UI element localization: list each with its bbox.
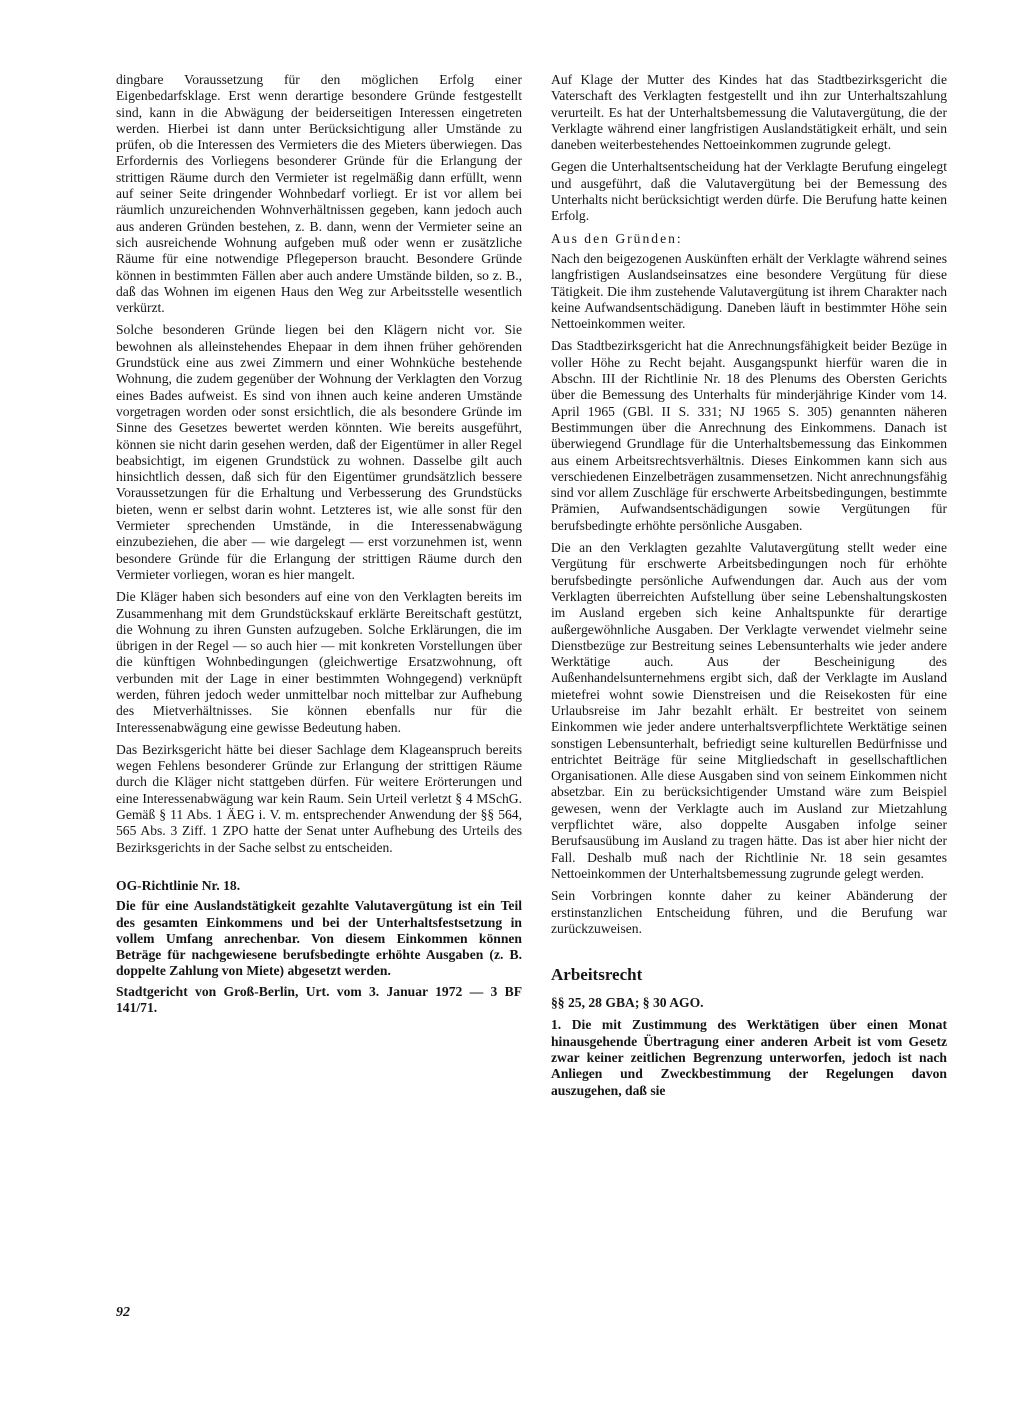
- section-summary: 1. Die mit Zustimmung des Werktätigen über einen Monat hinausgehende Übertragung einer anderen Arbeit ist vom Gesetz zwar keiner zeitlichen Begrenzung unterworfen, jedoch ist nach Anliegen und Zweckbestimmung der Regelungen davon auszugehen, daß sie: [551, 1017, 947, 1098]
- right-paragraph-1: Auf Klage der Mutter des Kindes hat das Stadtbezirksgericht die Vaterschaft des Verklagten festgestellt und ihn zur Unterhaltszahlung verurteilt. Es hat der Unterhaltsbemessung die Valutavergütung, die der Verklagte während einer langfristigen Auslandstätigkeit erhält, und sein daneben weiterbestehendes Nettoeinkommen zugrunde gelegt.: [551, 72, 947, 153]
- left-paragraph-3: Die Kläger haben sich besonders auf eine von den Verklagten bereits im Zusammenhang mit dem Grundstückskauf erklärte Bereitschaft gestützt, die Wohnung zu ihren Gunsten aufzugeben. Solche Erklärungen, die im übrigen in der Regel — so auch hier — mit konkreten Vorstellungen über die künftigen Wohnbedingungen (gleichwertige Ersatzwohnung, oft verbunden mit der Lage in einer bestimmten Wohngegend) verknüpft werden, führen jedoch weder unmittelbar noch mittelbar zur Aufhebung des Mietverhältnisses. Sie können ebenfalls nur für die Interessenabwägung eine gewisse Bedeutung haben.: [116, 589, 522, 735]
- grounds-paragraph-2: Das Stadtbezirksgericht hat die Anrechnungsfähigkeit beider Bezüge in voller Höhe zu Recht bejaht. Ausgangspunkt hierfür waren die in Abschn. III der Richtlinie Nr. 18 des Plenums des Obersten Gerichts über die Bemessung des Unterhalts für minderjährige Kinder vom 14. April 1965 (GBl. II S. 331; NJ 1965 S. 305) genannten näheren Bestimmungen über die Anrechnung des Einkommens. Danach ist überwiegend Grundlage für die Unterhaltsbemessung das Einkommen aus einem Arbeitsrechtsverhältnis. Dieses Einkommen kann sich aus verschiedenen Einzelbeträgen zusammensetzen. Nicht anrechnungsfähig sind vor allem Zuschläge für erschwerte Arbeitsbedingungen, bestimmte Prämien, Aufwandsentschädigungen sowie Vergütungen für berufsbedingte erhöhte persönliche Ausgaben.: [551, 338, 947, 533]
- grounds-paragraph-4: Sein Vorbringen konnte daher zu keiner Abänderung der erstinstanzlichen Entscheidung führen, und die Berufung war zurückzuweisen.: [551, 888, 947, 936]
- ruling-block: [116, 878, 522, 1016]
- grounds-paragraph-1: Nach den beigezogenen Auskünften erhält der Verklagte während seines langfristigen Auslandseinsatzes eine besondere Vergütung für diese Tätigkeit. Die ihm zustehende Valutavergütung ist ihrem Charakter nach keine Aufwandsentschädigung. Daneben läuft in bestimmter Höhe sein Nettoeinkommen weiter.: [551, 250, 947, 332]
- section-heading: Arbeitsrecht: [551, 965, 643, 985]
- page-number: 92: [116, 1305, 130, 1320]
- ruling-title: OG-Richtlinie Nr. 18.: [116, 877, 241, 893]
- left-column: [116, 72, 522, 1020]
- ruling-summary: Die für eine Auslandstätigkeit gezahlte Valutavergütung ist ein Teil des gesamten Einkommens und bei der Unterhaltsfestsetzung in vollem Umfang anrechenbar. Von diesem Einkommen können Beträge für nachgewiesene berufsbedingte erhöhte Ausgaben (z. B. doppelte Zahlung von Miete) abgesetzt werden.: [116, 898, 522, 979]
- grounds-heading: Aus den Gründen:: [551, 230, 683, 246]
- left-paragraph-2: Solche besonderen Gründe liegen bei den Klägern nicht vor. Sie bewohnen als alleinstehendes Ehepaar in dem ihnen früher gehörenden Grundstück eine aus zwei Zimmern und einer Wohnküche bestehende Wohnung, die zudem gegenüber der Wohnung der Verklagten den Vorzug eines Bades aufweist. Es sind von ihnen auch keine anderen Umstände vorgetragen worden oder sonst ersichtlich, die als besondere Gründe im Sinne des Gesetzes bewertet werden könnten. Wie bereits ausgeführt, können sie nicht darin gesehen werden, daß der Eigentümer in aller Regel beabsichtigt, im eigenen Grundstück zu wohnen. Dasselbe gilt auch hinsichtlich dessen, daß sich für den Eigentümer grundsätzlich bessere Voraussetzungen für die Erhaltung und Verbesserung des Grundstücks bieten, wenn er selbst darin wohnt. Letzteres ist, wie alle sonst für den Vermieter sprechenden Umstände, in die Interessenabwägung einzubeziehen, die aber — wie dargelegt — erst vorzunehmen ist, wenn besondere Gründe für die Erlangung der strittigen Räume durch den Vermieter vorliegen, woran es hier mangelt.: [116, 322, 522, 582]
- ruling-citation: Stadtgericht von Groß-Berlin, Urt. vom 3. Januar 1972 — 3 BF 141/71.: [116, 983, 522, 1016]
- right-column: [551, 72, 947, 1105]
- section-reference: §§ 25, 28 GBA; § 30 AGO.: [551, 995, 704, 1011]
- right-paragraph-2: Gegen die Unterhaltsentscheidung hat der Verklagte Berufung eingelegt und ausgeführt, daß die Valutavergütung bei der Bemessung des Unterhalts nicht berücksichtigt werden dürfe. Die Berufung hatte keinen Erfolg.: [551, 159, 947, 224]
- left-paragraph-4: Das Bezirksgericht hätte bei dieser Sachlage dem Klageanspruch bereits wegen Fehlens besonderer Gründe zur Erlangung der strittigen Räume durch die Kläger nicht stattgeben dürfen. Für weitere Erörterungen und eine Interessenabwägung war kein Raum. Sein Urteil verletzt § 4 MSchG. Gemäß § 11 Abs. 1 ÄEG i. V. m. entsprechender Anwendung der §§ 564, 565 Abs. 3 Ziff. 1 ZPO hatte der Senat unter Aufhebung des Urteils des Bezirksgerichts in der Sache selbst zu entscheiden.: [116, 741, 522, 855]
- grounds-paragraph-3: Die an den Verklagten gezahlte Valutavergütung stellt weder eine Vergütung für erschwerte Arbeitsbedingungen noch für erhöhte berufsbedingte persönliche Aufwendungen dar. Auch aus der vom Verklagten überreichten Aufstellung über seine Lebenshaltungskosten im Ausland ergeben sich keine Anhaltspunkte für derartige außergewöhnliche Ausgaben. Der Verklagte verwendet vielmehr seine Dienstbezüge zur Bestreitung seines Lebensunterhalts wie jeder andere Werktätige auch. Aus der Bescheinigung des Außenhandelsunternehmens ergibt sich, daß der Verklagte im Ausland mietefrei wohnt sowie Dienstreisen und die Reisekosten für eine Urlaubsreise im Jahr bezahlt erhält. Er bestreitet von seinem Einkommen wie jeder andere unterhaltsverpflichtete Werktätige seinen sonstigen Lebensunterhalt, befriedigt seine kulturellen Bedürfnisse und entrichtet Beiträge für seine Mitgliedschaft in gesellschaftlichen Organisationen. Alle diese Ausgaben sind von seinem Einkommen nicht absetzbar. Ein zu berücksichtigender Umstand wäre zum Beispiel gewesen, wenn der Verklagte auch im Ausland zur Mietzahlung verpflichtet wäre, also doppelte Ausgaben infolge seiner Berufsausübung im Ausland zu tragen hätte. Das ist aber hier nicht der Fall. Deshalb muß nach der Richtlinie Nr. 18 sein gesamtes Nettoeinkommen der Unterhaltsbemessung zugrunde gelegt werden.: [551, 540, 947, 881]
- left-paragraph-1: dingbare Voraussetzung für den möglichen Erfolg einer Eigenbedarfsklage. Erst wenn derartige besondere Gründe festgestellt sind, kann in die Abwägung der beiderseitigen Interessen eingetreten werden. Hierbei ist dann unter Berücksichtigung aller Umstände zu prüfen, ob die Interessen des Vermieters die des Mieters überwiegen. Das Erfordernis des Vorliegens besonderer Gründe für die Erlangung der strittigen Räume durch den Vermieter ist regelmäßig dann erfüllt, wenn auf seiner Seite dringender Wohnbedarf vorliegt. Er ist vor allem bei räumlich unzureichenden Wohnverhältnissen gegeben, kann jedoch auch aus anderen Gründen bestehen, z. B. dann, wenn der Vermieter seine an sich ausreichende Wohnung aufgeben muß oder wenn er zusätzliche Räume für eine notwendige Pflegeperson braucht. Besondere Gründe können in bestimmten Fällen aber auch andere Umstände bilden, so z. B., daß das Wohnen im eigenen Haus den Weg zur Arbeitsstelle wesentlich verkürzt.: [116, 72, 522, 316]
